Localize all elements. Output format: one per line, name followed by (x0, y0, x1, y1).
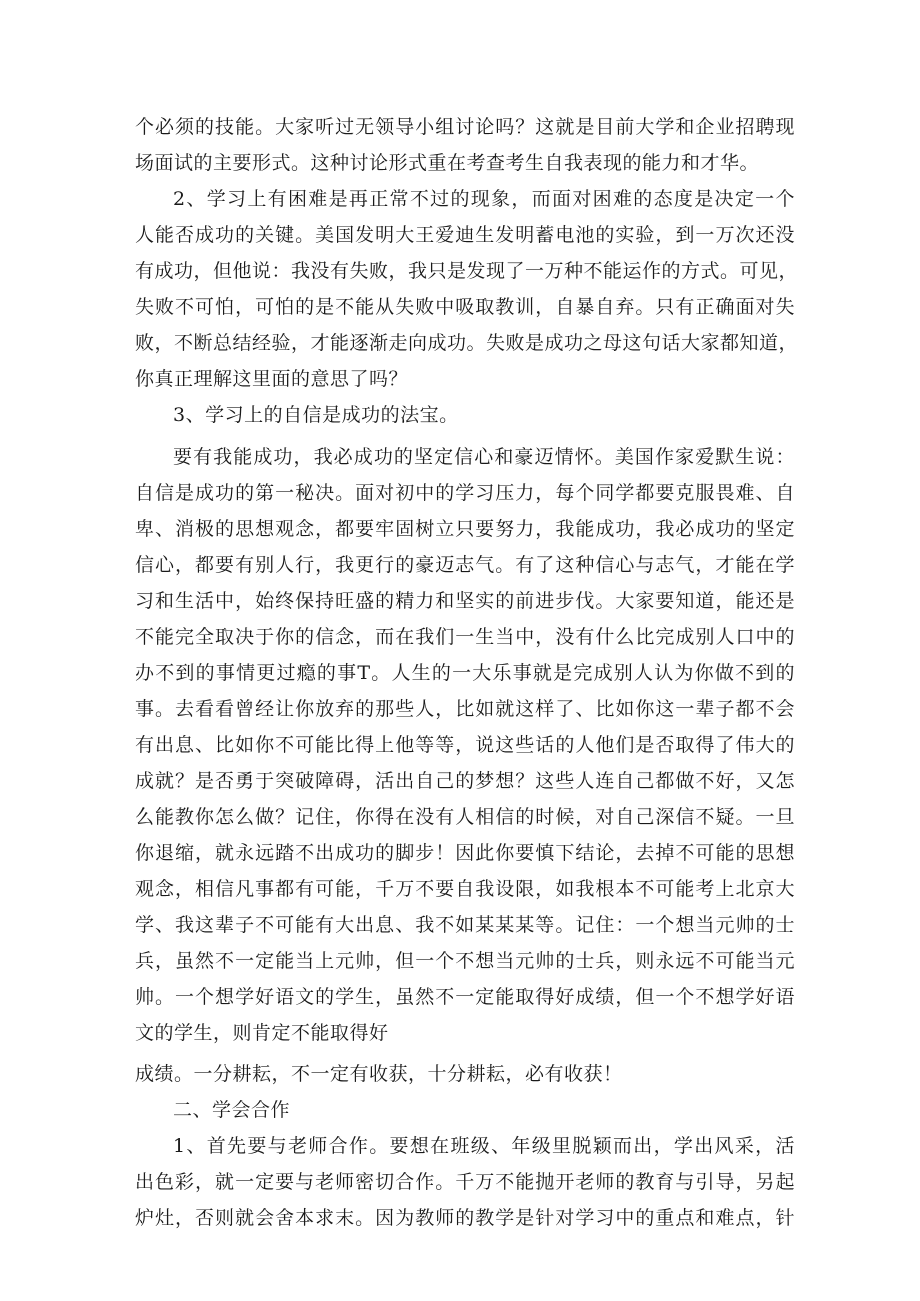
text-line: 信心，都要有别人行，我更行的豪迈志气。有了这种信心与志气，才能在学 (135, 554, 795, 576)
text-line: 成绩。一分耕耘，不一定有收获，十分耕耘，必有收获！ (135, 1063, 623, 1085)
text-line: 事。去看看曾经让你放弃的那些人，比如就这样了、比如你这一辈子都不会 (135, 698, 795, 720)
text-line: 你退缩，就永远踏不出成功的脚步！因此你要慎下结论，去掉不可能的思想 (135, 842, 795, 864)
text-line: 卑、消极的思想观念，都要牢固树立只要努力，我能成功，我必成功的坚定 (135, 518, 795, 540)
text-line: 败，不断总结经验，才能逐渐走向成功。失败是成功之母这句话大家都知道， (135, 332, 799, 354)
text-line: 帅。一个想学好语文的学生，虽然不一定能取得好成绩，但一个不想学好语 (135, 986, 795, 1008)
section-heading: 二、学会合作 (173, 1099, 291, 1121)
paragraph-start-line: 要有我能成功，我必成功的坚定信心和豪迈情怀。美国作家爱默生说： (173, 446, 795, 468)
text-line: 兵，虽然不一定能当上元帅，但一个不想当元帅的士兵，则永远不可能当元 (135, 950, 795, 972)
text-line: 炉灶，否则就会舍本求末。因为教师的教学是针对学习中的重点和难点，针 (135, 1207, 795, 1229)
text-line: 成就？是否勇于突破障碍，活出自己的梦想？这些人连自己都做不好，又怎 (135, 770, 795, 792)
text-line: 有出息、比如你不可能比得上他等等，说这些话的人他们是否取得了伟大的 (135, 734, 795, 756)
paragraph-start-line: 2、学习上有困难是再正常不过的现象，而面对困难的态度是决定一个 (173, 188, 795, 210)
text-line: 失败不可怕，可怕的是不能从失败中吸取教训，自暴自弃。只有正确面对失 (135, 296, 795, 318)
text-line: 人能否成功的关键。美国发明大王爱迪生发明蓄电池的实验，到一万次还没 (135, 224, 795, 246)
text-line: 不能完全取决于你的信念，而在我们一生当中，没有什么比完成别人口中的 (135, 626, 795, 648)
text-line: 场面试的主要形式。这种讨论形式重在考查考生自我表现的能力和才华。 (135, 152, 760, 174)
text-line: 自信是成功的第一秘决。面对初中的学习压力，每个同学都要克服畏难、自 (135, 482, 795, 504)
text-line: 习和生活中，始终保持旺盛的精力和坚实的前进步伐。大家要知道，能还是 (135, 590, 795, 612)
text-line: 观念，相信凡事都有可能，千万不要自我设限，如我根本不可能考上北京大 (135, 878, 795, 900)
text-line: 文的学生，则肯定不能取得好 (135, 1022, 389, 1044)
text-line: 学、我这辈子不可能有大出息、我不如某某某等。记住：一个想当元帅的士 (135, 914, 795, 936)
text-line: 你真正理解这里面的意思了吗？ (135, 368, 409, 390)
text-line: 出色彩，就一定要与老师密切合作。千万不能抛开老师的教育与引导，另起 (135, 1171, 795, 1193)
text-line: 办不到的事情更过瘾的事T。人生的一大乐事就是完成别人认为你做不到的 (135, 662, 795, 684)
section-heading: 3、学习上的自信是成功的法宝。 (173, 404, 459, 426)
text-line: 么能教你怎么做？记住，你得在没有人相信的时候，对自己深信不疑。一旦 (135, 806, 795, 828)
text-line: 有成功，但他说：我没有失败，我只是发现了一万种不能运作的方式。可见， (135, 260, 799, 282)
text-line: 个必须的技能。大家听过无领导小组讨论吗？这就是目前大学和企业招聘现 (135, 116, 795, 138)
paragraph-start-line: 1、首先要与老师合作。要想在班级、年级里脱颖而出，学出风采，活 (173, 1135, 795, 1157)
